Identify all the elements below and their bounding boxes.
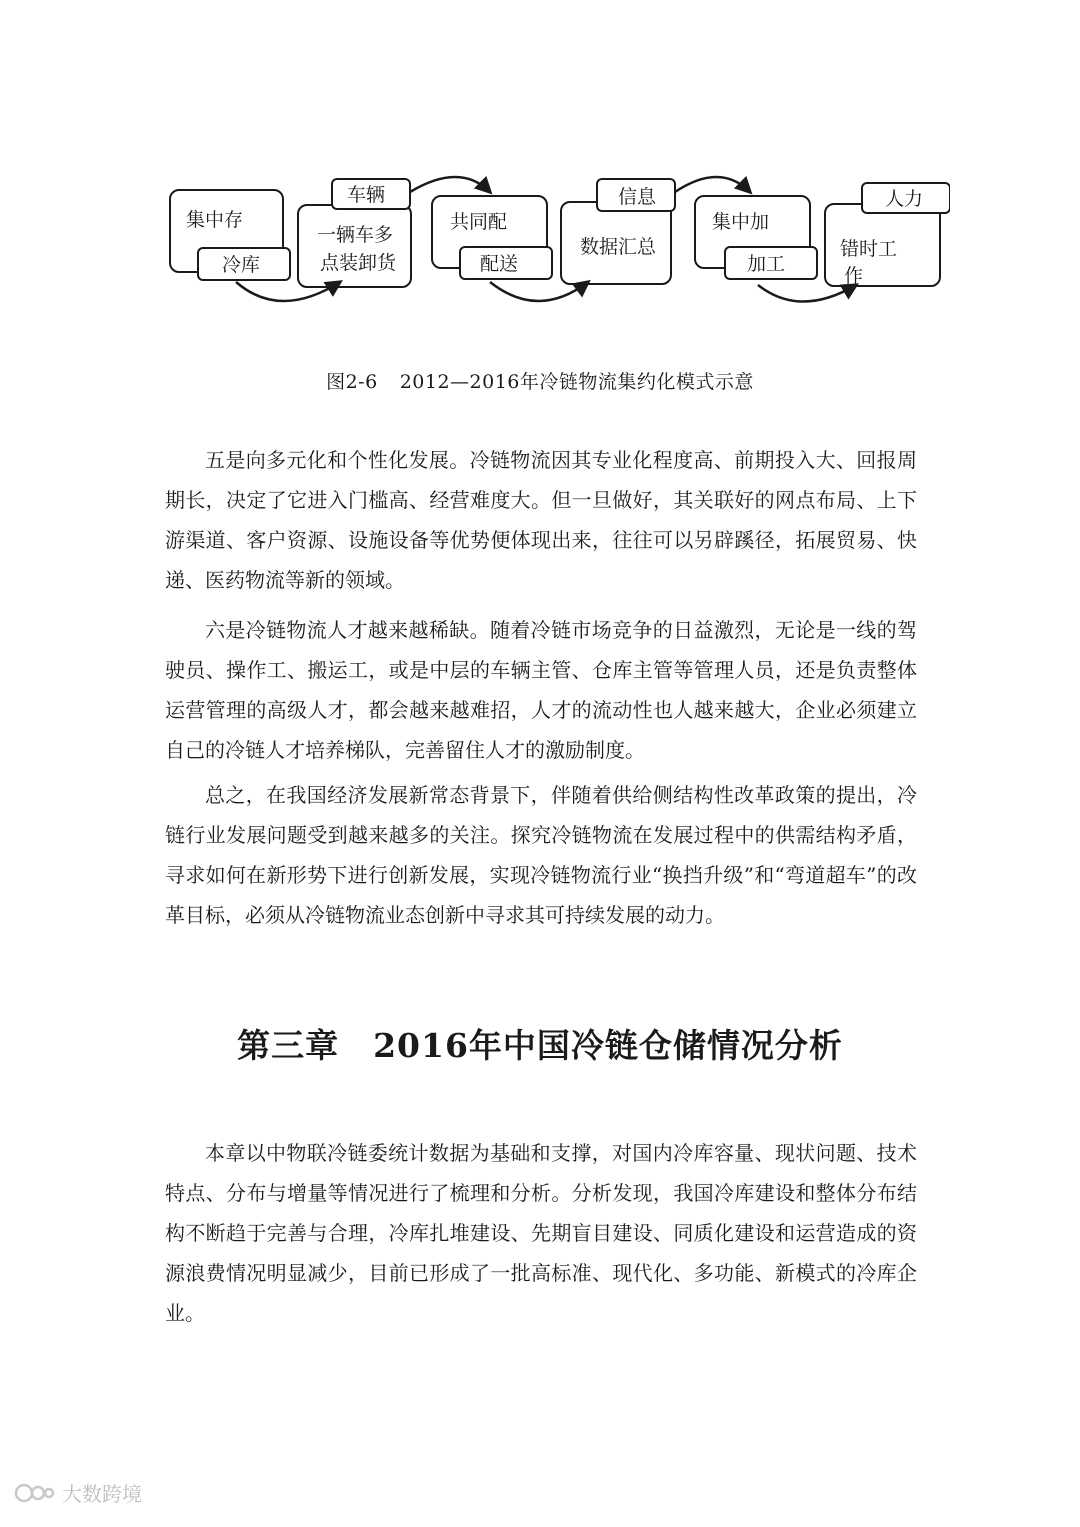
- watermark-logo-icon: [14, 1480, 56, 1506]
- figure-caption: [0, 367, 1080, 394]
- arrow-2-3: [410, 177, 490, 192]
- watermark-text: 大数跨境: [62, 1482, 142, 1506]
- box-multi-point-loading: [298, 205, 411, 287]
- watermark: [14, 1478, 142, 1507]
- figure-caption-text: 2012—2016年冷链物流集约化模式示意: [399, 371, 754, 393]
- paragraph-talent-shortage: 六是冷链物流人才越来越稀缺。随着冷链市场竞争的日益激烈，无论是一线的驾驶员、操作工、搬运工，或是中层的车辆主管、仓库主管等管理人员，还是负责整体运营管理的高级人才，都会越来越难招，人才的流动性也人越来越大，企业必须建立自己的冷链人才培养梯队，完善留住人才的激励制度。: [165, 618, 917, 762]
- arrow-4-5: [675, 177, 750, 192]
- box-1-tag-label: 冷库: [222, 254, 261, 276]
- box-2-tag-label: 车辆: [347, 184, 386, 206]
- box-6-tag-label: 人力: [885, 188, 924, 210]
- arrow-5-6: [758, 285, 856, 302]
- box-2-label-line2: 点装卸货: [320, 252, 397, 274]
- chapter-title: 2016年中国冷链仓储情况分析: [373, 1026, 843, 1065]
- box-5-label: 集中加: [712, 211, 770, 233]
- box-3-label: 共同配: [450, 211, 508, 233]
- box-6-label-line2: 作: [844, 265, 864, 287]
- chapter-heading: [0, 1020, 1080, 1067]
- chapter-label: 第三章: [237, 1026, 340, 1065]
- box-2-label-line1: 一辆车多: [317, 224, 394, 246]
- cold-chain-intensive-mode-diagram: [160, 170, 950, 320]
- paragraph-summary: 总之，在我国经济发展新常态背景下，伴随着供给侧结构性改革政策的提出，冷链行业发展问题受到越来越多的关注。探究冷链物流在发展过程中的供需结构矛盾，寻求如何在新形势下进行创新发展，实现冷链物流行业“换挡升级”和“弯道超车”的改革目标，必须从冷链物流业态创新中寻求其可持续发展的动力。: [165, 783, 917, 927]
- paragraph-diversification: 五是向多元化和个性化发展。冷链物流因其专业化程度高、前期投入大、回报周期长，决定了它进入门槛高、经营难度大。但一旦做好，其关联好的网点布局、上下游渠道、客户资源、设施设备等优势便体现出来，往往可以另辟蹊径，拓展贸易、快递、医药物流等新的领域。: [165, 448, 917, 592]
- box-1-label: 集中存: [186, 209, 244, 231]
- figure-caption-label: 图2-6: [326, 371, 378, 393]
- box-5-tag-label: 加工: [747, 253, 786, 275]
- box-4-tag-label: 信息: [618, 186, 657, 208]
- box-3-tag-label: 配送: [480, 253, 519, 275]
- box-6-label-line1: 错时工: [840, 238, 898, 260]
- box-4-label: 数据汇总: [580, 236, 657, 258]
- chapter-intro-paragraph: 本章以中物联冷链委统计数据为基础和支撑，对国内冷库容量、现状问题、技术特点、分布与增量等情况进行了梳理和分析。分析发现，我国冷库建设和整体分布结构不断趋于完善与合理，冷库扎堆建设、先期盲目建设、同质化建设和运营造成的资源浪费情况明显减少，目前已形成了一批高标准、现代化、多功能、新模式的冷库企业。: [165, 1141, 917, 1325]
